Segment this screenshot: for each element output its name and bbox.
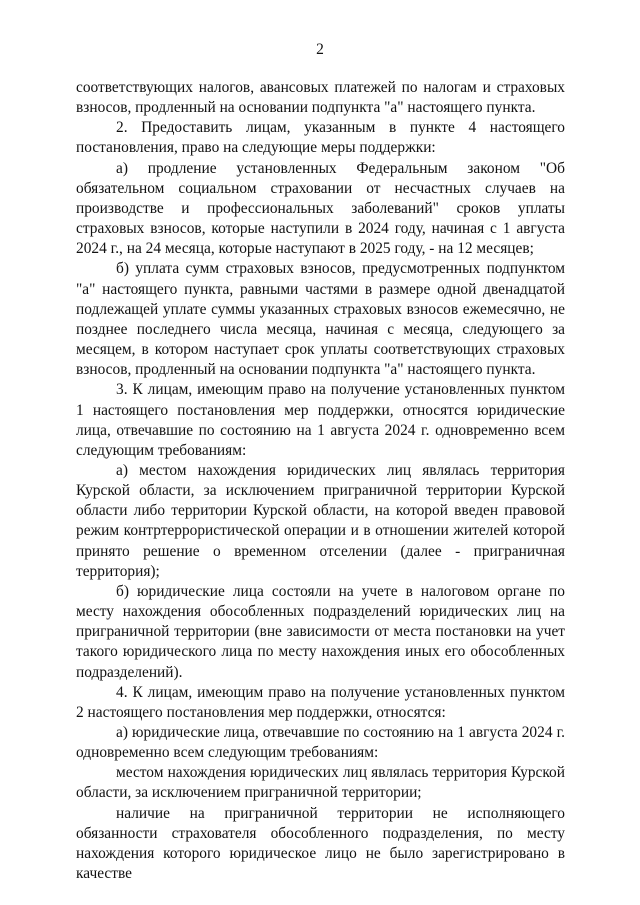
paragraph-item-4: 4. К лицам, имеющим право на получение установленных пунктом 2 настоящего постановления мер поддержки, относятся: [76,683,565,721]
paragraph-item-4a-requirement-2: наличие на приграничной территории не исполняющего обязанности страхователя обособленного подразделения, по месту нахождения которого юридическое лицо не было зарегистрировано в качестве [76,804,565,883]
paragraph-item-2a: а) продление установленных Федеральным законом "Об обязательном социальном страховании от несчастных случаев на производстве и профессиональных заболеваний" сроков уплаты страховых взносов, которые наступили в 2024 году, начиная с 1 августа 2024 г., на 24 месяца, которые наступают в 2025 году, - на 12 месяцев; [76,159,565,258]
paragraph-continuation: соответствующих налогов, авансовых платежей по налогам и страховых взносов, продленный на основании подпункта "а" настоящего пункта. [76,79,565,117]
paragraph-item-4a: а) юридические лица, отвечавшие по состоянию на 1 августа 2024 г. одновременно всем следующим требованиям: [76,724,565,762]
paragraph-item-3: 3. К лицам, имеющим право на получение установленных пунктом 1 настоящего постановления мер поддержки, относятся юридические лица, отвечавшие по состоянию на 1 августа 2024 г. одновременно всем следующим требованиям: [76,381,565,459]
paragraph-item-4a-requirement-1: местом нахождения юридических лиц являлась территория Курской области, за исключением приграничной территории; [76,764,565,802]
paragraph-item-3a: а) местом нахождения юридических лиц являлась территория Курской области, за исключением приграничной территории Курской области либо территории Курской области, на которой введен правовой режим контртеррористической операции и в отношении жителей которой принято решение о временном отселении (далее - приграничная территория); [76,461,565,580]
paragraph-item-2: 2. Предоставить лицам, указанным в пункте 4 настоящего постановления, право на следующие меры поддержки: [76,119,565,157]
paragraph-item-3b: б) юридические лица состояли на учете в налоговом органе по месту нахождения обособленных подразделений юридических лиц на приграничной территории (вне зависимости от места постановки на учет такого юридического лица по месту нахождения иных его обособленных подразделений). [76,582,565,681]
paragraph-item-2b: б) уплата сумм страховых взносов, предусмотренных подпунктом "а" настоящего пункта, равными частями в размере одной двенадцатой подлежащей уплате суммы указанных страховых взносов ежемесячно, не позднее последнего числа месяца, начиная с месяца, следующего за месяцем, в котором наступает срок уплаты соответствующих страховых взносов, продленный на основании подпункта "а" настоящего пункта. [76,260,565,379]
page-number: 2 [316,41,324,58]
document-body [76,78,565,884]
